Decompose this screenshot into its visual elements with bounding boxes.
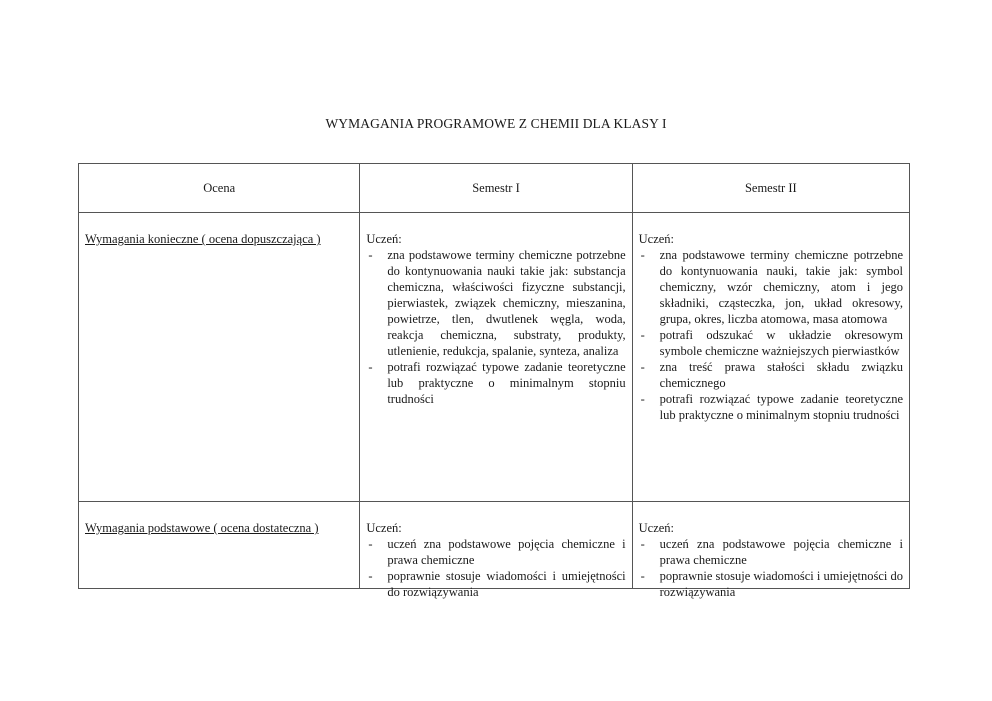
semester-1-cell xyxy=(360,213,632,502)
list-item: - uczeń zna podstawowe pojęcia chemiczne i prawa chemiczne xyxy=(366,536,625,568)
list-item: - poprawnie stosuje wiadomości i umiejętności do rozwiązywania xyxy=(366,568,625,600)
requirement-list xyxy=(639,247,903,423)
table-header-row xyxy=(79,164,910,213)
table-row xyxy=(79,502,910,589)
requirements-table xyxy=(78,163,910,599)
document-title: WYMAGANIA PROGRAMOWE Z CHEMII DLA KLASY I xyxy=(325,116,667,131)
table-row xyxy=(79,213,910,502)
pupil-intro: Uczeń: xyxy=(366,232,402,246)
pupil-intro: Uczeń: xyxy=(638,232,675,246)
semester-2-cell xyxy=(632,213,909,502)
level-label: Wymagania podstawowe ( ocena dostateczna ) xyxy=(85,521,319,535)
requirement-list xyxy=(366,536,625,600)
level-cell xyxy=(79,213,360,502)
header-semestr-1: Semestr I xyxy=(360,164,632,213)
list-item: - potrafi rozwiązać typowe zadanie teoretyczne lub praktyczne o minimalnym stopniu trudności xyxy=(639,391,903,423)
list-item: - zna podstawowe terminy chemiczne potrzebne do kontynuowania nauki, takie jak: symbol chemiczny, wzór chemiczny, atom i jego składniki, cząsteczka, jon, układ okresowy, grupa, okres, liczba atomowa, masa atomowa xyxy=(639,247,903,327)
pupil-intro: Uczeń: xyxy=(638,521,675,535)
requirement-list xyxy=(639,536,903,600)
requirement-list xyxy=(366,247,625,407)
list-item: - potrafi rozwiązać typowe zadanie teoretyczne lub praktyczne o minimalnym stopniu trudności xyxy=(366,359,625,407)
list-item: - potrafi odszukać w układzie okresowym symbole chemiczne ważniejszych pierwiastków xyxy=(639,327,903,359)
list-item: - uczeń zna podstawowe pojęcia chemiczne i prawa chemiczne xyxy=(639,536,903,568)
semester-2-cell xyxy=(632,502,909,599)
list-item: - zna treść prawa stałości składu związku chemicznego xyxy=(639,359,903,391)
semester-1-cell xyxy=(360,502,632,599)
level-label: Wymagania konieczne ( ocena dopuszczająca ) xyxy=(85,232,321,246)
pupil-intro: Uczeń: xyxy=(366,521,402,535)
level-cell xyxy=(79,502,360,589)
header-semestr-2: Semestr II xyxy=(632,164,909,213)
list-item: - poprawnie stosuje wiadomości i umiejętności do rozwiązywania xyxy=(639,568,903,600)
list-item: - zna podstawowe terminy chemiczne potrzebne do kontynuowania nauki takie jak: substancja chemiczna, właściwości fizyczne substancji, pierwiastek, związek chemiczny, mieszanina, powietrze, tlen, dwutlenek węgla, woda, reakcja chemiczna, substraty, produkty, utlenienie, redukcja, spalanie, synteza, analiza xyxy=(366,247,625,359)
header-ocena: Ocena xyxy=(79,164,360,213)
